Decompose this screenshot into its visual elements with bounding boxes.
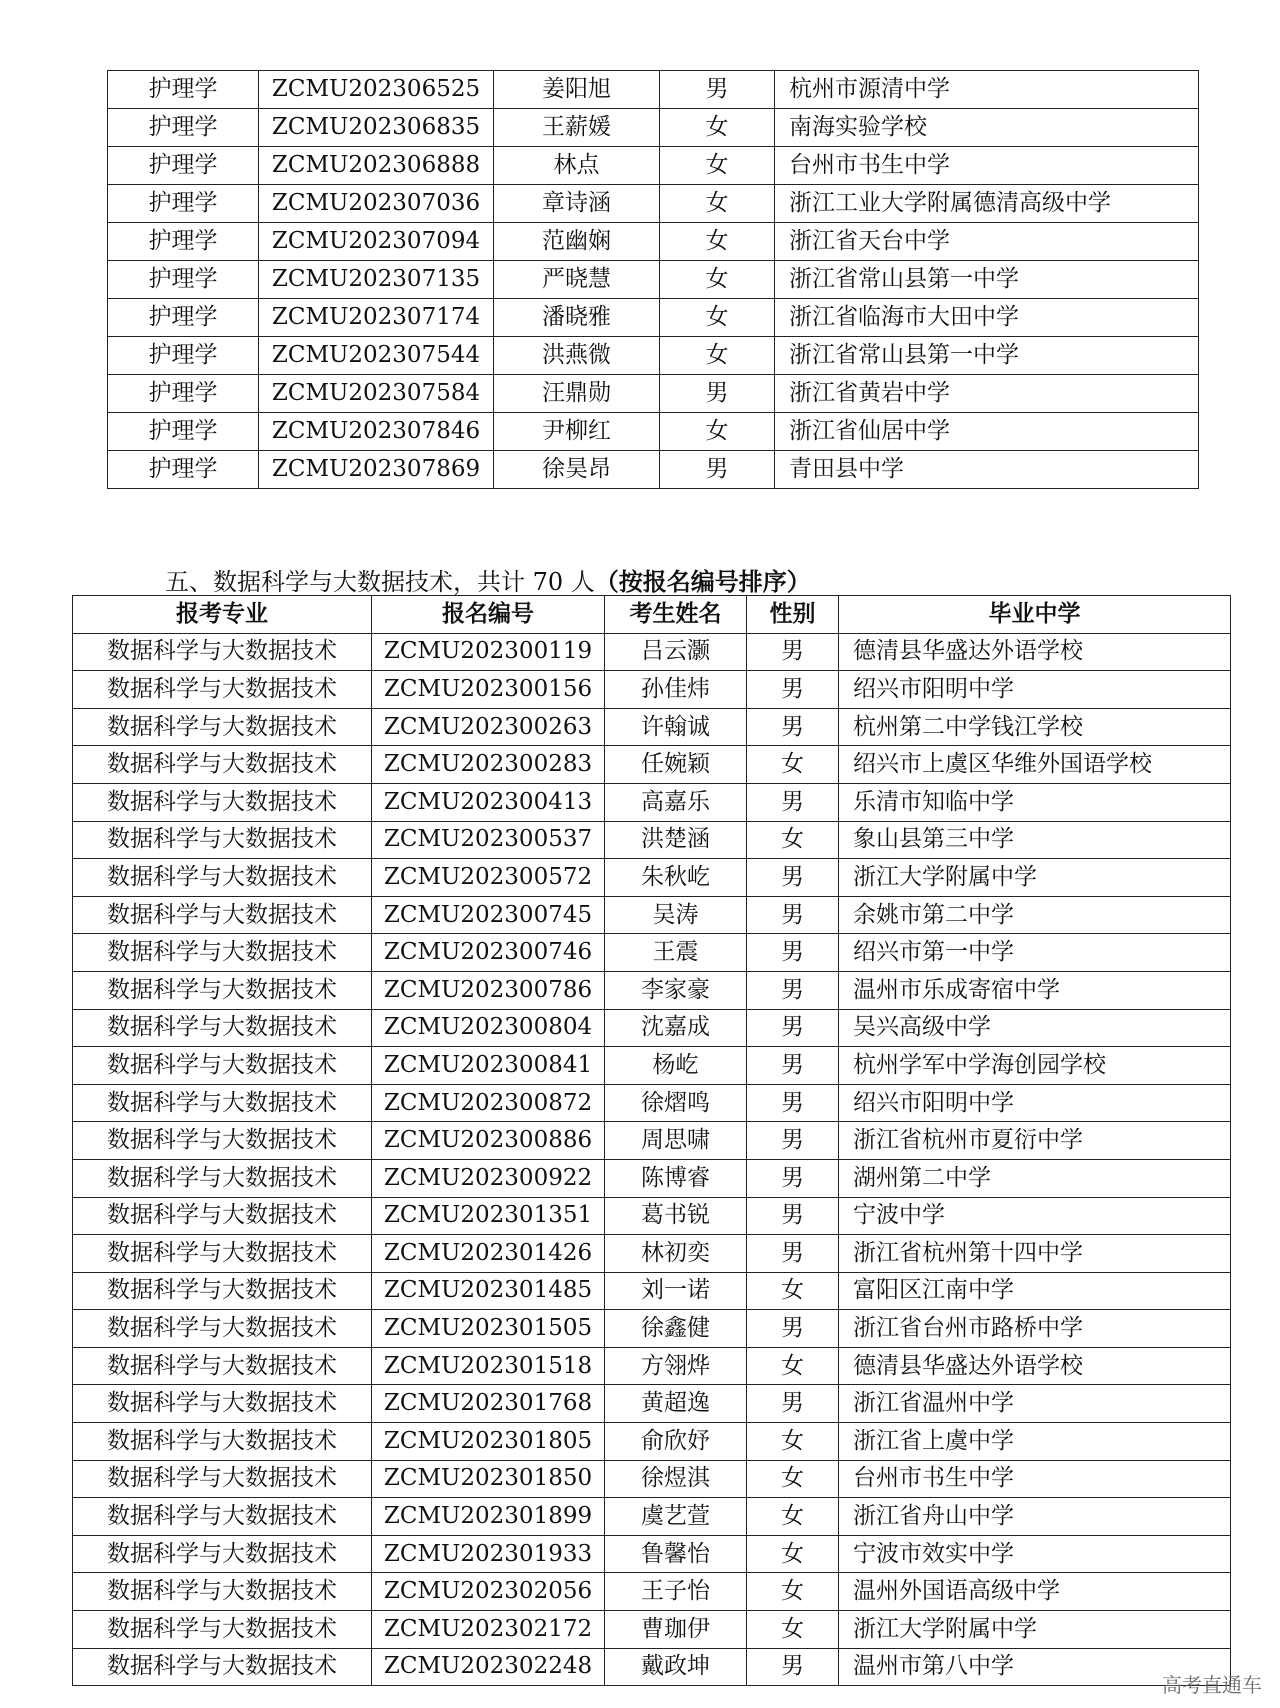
gender-cell: 女 — [660, 185, 775, 223]
name-cell: 李家豪 — [605, 971, 747, 1009]
major-cell: 数据科学与大数据技术 — [73, 1385, 372, 1423]
table-row — [73, 708, 1231, 746]
school-cell: 杭州市源清中学 — [775, 71, 1199, 109]
school-cell: 浙江工业大学附属德清高级中学 — [775, 185, 1199, 223]
table-row — [73, 934, 1231, 972]
school-cell: 富阳区江南中学 — [839, 1272, 1231, 1310]
table-row — [73, 1009, 1231, 1047]
name-cell: 陈博睿 — [605, 1159, 747, 1197]
table-row — [73, 1498, 1231, 1536]
name-cell: 黄超逸 — [605, 1385, 747, 1423]
table-row — [73, 783, 1231, 821]
name-cell: 刘一诺 — [605, 1272, 747, 1310]
reg-number-cell: ZCMU202307094 — [259, 223, 494, 261]
name-cell: 林点 — [494, 147, 660, 185]
section-heading-text: 五、数据科学与大数据技术，共计 70 人 — [165, 568, 595, 596]
gender-cell: 女 — [660, 299, 775, 337]
school-cell: 浙江省台州市路桥中学 — [839, 1310, 1231, 1348]
name-cell: 吴涛 — [605, 896, 747, 934]
school-cell: 浙江大学附属中学 — [839, 859, 1231, 897]
major-cell: 护理学 — [108, 299, 259, 337]
table-row — [73, 1310, 1231, 1348]
reg-number-cell: ZCMU202301351 — [372, 1197, 605, 1235]
gender-cell: 女 — [747, 1272, 839, 1310]
major-cell: 护理学 — [108, 109, 259, 147]
table-row — [108, 185, 1199, 223]
table-row — [73, 1385, 1231, 1423]
data-science-table-body — [73, 633, 1231, 1686]
gender-cell: 男 — [747, 671, 839, 709]
gender-cell: 男 — [747, 1047, 839, 1085]
major-cell: 数据科学与大数据技术 — [73, 1611, 372, 1649]
school-cell: 绍兴市第一中学 — [839, 934, 1231, 972]
table-row — [73, 1460, 1231, 1498]
name-cell: 潘晓雅 — [494, 299, 660, 337]
reg-number-cell: ZCMU202307036 — [259, 185, 494, 223]
school-cell: 浙江省黄岩中学 — [775, 375, 1199, 413]
nursing-table-body — [108, 71, 1199, 489]
major-cell: 数据科学与大数据技术 — [73, 746, 372, 784]
gender-cell: 女 — [747, 1423, 839, 1461]
school-cell: 浙江省天台中学 — [775, 223, 1199, 261]
reg-number-cell: ZCMU202301850 — [372, 1460, 605, 1498]
major-cell: 数据科学与大数据技术 — [73, 896, 372, 934]
header-reg-number: 报名编号 — [372, 596, 605, 634]
header-gender: 性别 — [747, 596, 839, 634]
reg-number-cell: ZCMU202300119 — [372, 633, 605, 671]
reg-number-cell: ZCMU202300283 — [372, 746, 605, 784]
reg-number-cell: ZCMU202307174 — [259, 299, 494, 337]
school-cell: 象山县第三中学 — [839, 821, 1231, 859]
name-cell: 尹柳红 — [494, 413, 660, 451]
reg-number-cell: ZCMU202300922 — [372, 1159, 605, 1197]
table-row — [73, 896, 1231, 934]
reg-number-cell: ZCMU202300413 — [372, 783, 605, 821]
gender-cell: 女 — [747, 821, 839, 859]
reg-number-cell: ZCMU202306835 — [259, 109, 494, 147]
nursing-table — [107, 70, 1199, 489]
table-row — [73, 971, 1231, 1009]
table-row — [108, 71, 1199, 109]
table-row — [73, 1197, 1231, 1235]
school-cell: 浙江省常山县第一中学 — [775, 337, 1199, 375]
table-row — [73, 1423, 1231, 1461]
major-cell: 护理学 — [108, 337, 259, 375]
reg-number-cell: ZCMU202307869 — [259, 451, 494, 489]
gender-cell: 男 — [747, 859, 839, 897]
gender-cell: 女 — [747, 1535, 839, 1573]
reg-number-cell: ZCMU202301426 — [372, 1235, 605, 1273]
school-cell: 温州市第八中学 — [839, 1648, 1231, 1686]
school-cell: 余姚市第二中学 — [839, 896, 1231, 934]
name-cell: 徐煜淇 — [605, 1460, 747, 1498]
school-cell: 浙江省杭州市夏衍中学 — [839, 1122, 1231, 1160]
reg-number-cell: ZCMU202301485 — [372, 1272, 605, 1310]
major-cell: 数据科学与大数据技术 — [73, 783, 372, 821]
name-cell: 周思啸 — [605, 1122, 747, 1160]
gender-cell: 女 — [747, 1573, 839, 1611]
gender-cell: 女 — [660, 109, 775, 147]
gender-cell: 女 — [660, 147, 775, 185]
gender-cell: 男 — [747, 783, 839, 821]
reg-number-cell: ZCMU202302248 — [372, 1648, 605, 1686]
reg-number-cell: ZCMU202300841 — [372, 1047, 605, 1085]
gender-cell: 男 — [660, 451, 775, 489]
major-cell: 数据科学与大数据技术 — [73, 671, 372, 709]
table-row — [73, 1084, 1231, 1122]
name-cell: 任婉颖 — [605, 746, 747, 784]
major-cell: 数据科学与大数据技术 — [73, 1272, 372, 1310]
reg-number-cell: ZCMU202301805 — [372, 1423, 605, 1461]
major-cell: 数据科学与大数据技术 — [73, 1084, 372, 1122]
section-heading-note: （按报名编号排序） — [594, 568, 811, 596]
table-row — [73, 1535, 1231, 1573]
name-cell: 方翎烨 — [605, 1347, 747, 1385]
gender-cell: 女 — [747, 1460, 839, 1498]
school-cell: 绍兴市阳明中学 — [839, 671, 1231, 709]
reg-number-cell: ZCMU202300886 — [372, 1122, 605, 1160]
school-cell: 浙江省临海市大田中学 — [775, 299, 1199, 337]
table-row — [73, 1347, 1231, 1385]
major-cell: 护理学 — [108, 71, 259, 109]
school-cell: 浙江省温州中学 — [839, 1385, 1231, 1423]
major-cell: 护理学 — [108, 223, 259, 261]
major-cell: 数据科学与大数据技术 — [73, 1347, 372, 1385]
reg-number-cell: ZCMU202300872 — [372, 1084, 605, 1122]
table-row — [108, 413, 1199, 451]
gender-cell: 女 — [747, 1347, 839, 1385]
reg-number-cell: ZCMU202300804 — [372, 1009, 605, 1047]
header-row — [73, 596, 1231, 634]
school-cell: 杭州第二中学钱江学校 — [839, 708, 1231, 746]
school-cell: 台州市书生中学 — [775, 147, 1199, 185]
reg-number-cell: ZCMU202307846 — [259, 413, 494, 451]
gender-cell: 男 — [747, 1122, 839, 1160]
table-row — [73, 1611, 1231, 1649]
table-row — [73, 746, 1231, 784]
gender-cell: 男 — [747, 1084, 839, 1122]
reg-number-cell: ZCMU202300746 — [372, 934, 605, 972]
name-cell: 孙佳炜 — [605, 671, 747, 709]
major-cell: 数据科学与大数据技术 — [73, 1648, 372, 1686]
gender-cell: 男 — [747, 1197, 839, 1235]
gender-cell: 女 — [747, 1498, 839, 1536]
major-cell: 数据科学与大数据技术 — [73, 1235, 372, 1273]
major-cell: 数据科学与大数据技术 — [73, 1573, 372, 1611]
school-cell: 德清县华盛达外语学校 — [839, 633, 1231, 671]
gender-cell: 男 — [747, 1235, 839, 1273]
table-row — [73, 859, 1231, 897]
reg-number-cell: ZCMU202306888 — [259, 147, 494, 185]
name-cell: 许翰诚 — [605, 708, 747, 746]
data-science-table — [72, 595, 1231, 1686]
name-cell: 虞艺萱 — [605, 1498, 747, 1536]
reg-number-cell: ZCMU202300263 — [372, 708, 605, 746]
header-school: 毕业中学 — [839, 596, 1231, 634]
reg-number-cell: ZCMU202301899 — [372, 1498, 605, 1536]
gender-cell: 女 — [660, 261, 775, 299]
major-cell: 数据科学与大数据技术 — [73, 971, 372, 1009]
name-cell: 沈嘉成 — [605, 1009, 747, 1047]
reg-number-cell: ZCMU202301768 — [372, 1385, 605, 1423]
header-major: 报考专业 — [73, 596, 372, 634]
school-cell: 乐清市知临中学 — [839, 783, 1231, 821]
table-row — [73, 1272, 1231, 1310]
table-row — [73, 1159, 1231, 1197]
school-cell: 南海实验学校 — [775, 109, 1199, 147]
name-cell: 徐鑫健 — [605, 1310, 747, 1348]
school-cell: 宁波中学 — [839, 1197, 1231, 1235]
gender-cell: 男 — [660, 375, 775, 413]
gender-cell: 男 — [660, 71, 775, 109]
table-row — [108, 299, 1199, 337]
table-row — [108, 147, 1199, 185]
name-cell: 曹珈伊 — [605, 1611, 747, 1649]
school-cell: 浙江省常山县第一中学 — [775, 261, 1199, 299]
school-cell: 绍兴市阳明中学 — [839, 1084, 1231, 1122]
table-row — [73, 633, 1231, 671]
major-cell: 数据科学与大数据技术 — [73, 1535, 372, 1573]
school-cell: 浙江省仙居中学 — [775, 413, 1199, 451]
gender-cell: 女 — [660, 337, 775, 375]
gender-cell: 男 — [747, 1648, 839, 1686]
major-cell: 数据科学与大数据技术 — [73, 821, 372, 859]
name-cell: 洪楚涵 — [605, 821, 747, 859]
gender-cell: 男 — [747, 1159, 839, 1197]
reg-number-cell: ZCMU202302172 — [372, 1611, 605, 1649]
major-cell: 数据科学与大数据技术 — [73, 1009, 372, 1047]
school-cell: 杭州学军中学海创园学校 — [839, 1047, 1231, 1085]
reg-number-cell: ZCMU202307584 — [259, 375, 494, 413]
school-cell: 德清县华盛达外语学校 — [839, 1347, 1231, 1385]
major-cell: 数据科学与大数据技术 — [73, 633, 372, 671]
school-cell: 宁波市效实中学 — [839, 1535, 1231, 1573]
table-row — [73, 1122, 1231, 1160]
school-cell: 青田县中学 — [775, 451, 1199, 489]
reg-number-cell: ZCMU202300572 — [372, 859, 605, 897]
name-cell: 章诗涵 — [494, 185, 660, 223]
major-cell: 数据科学与大数据技术 — [73, 1159, 372, 1197]
reg-number-cell: ZCMU202301933 — [372, 1535, 605, 1573]
name-cell: 俞欣妤 — [605, 1423, 747, 1461]
reg-number-cell: ZCMU202301518 — [372, 1347, 605, 1385]
gender-cell: 男 — [747, 1310, 839, 1348]
name-cell: 吕云灏 — [605, 633, 747, 671]
table-row — [73, 671, 1231, 709]
name-cell: 姜阳旭 — [494, 71, 660, 109]
table-row — [73, 1235, 1231, 1273]
major-cell: 数据科学与大数据技术 — [73, 1498, 372, 1536]
reg-number-cell: ZCMU202300786 — [372, 971, 605, 1009]
name-cell: 王震 — [605, 934, 747, 972]
gender-cell: 男 — [747, 1385, 839, 1423]
gender-cell: 男 — [747, 934, 839, 972]
reg-number-cell: ZCMU202300537 — [372, 821, 605, 859]
gender-cell: 女 — [747, 746, 839, 784]
table-row — [108, 261, 1199, 299]
table-row — [73, 821, 1231, 859]
reg-number-cell: ZCMU202302056 — [372, 1573, 605, 1611]
reg-number-cell: ZCMU202301505 — [372, 1310, 605, 1348]
name-cell: 徐昊昂 — [494, 451, 660, 489]
section-heading — [165, 562, 811, 597]
name-cell: 徐熠鸣 — [605, 1084, 747, 1122]
name-cell: 范幽娴 — [494, 223, 660, 261]
table-row — [108, 375, 1199, 413]
gender-cell: 男 — [747, 708, 839, 746]
gender-cell: 女 — [747, 1611, 839, 1649]
name-cell: 严晓慧 — [494, 261, 660, 299]
gender-cell: 女 — [660, 223, 775, 261]
name-cell: 杨屹 — [605, 1047, 747, 1085]
school-cell: 湖州第二中学 — [839, 1159, 1231, 1197]
gender-cell: 男 — [747, 1009, 839, 1047]
major-cell: 数据科学与大数据技术 — [73, 1310, 372, 1348]
name-cell: 朱秋屹 — [605, 859, 747, 897]
gender-cell: 男 — [747, 633, 839, 671]
reg-number-cell: ZCMU202300745 — [372, 896, 605, 934]
table-row — [108, 109, 1199, 147]
major-cell: 数据科学与大数据技术 — [73, 1423, 372, 1461]
school-cell: 温州市乐成寄宿中学 — [839, 971, 1231, 1009]
major-cell: 数据科学与大数据技术 — [73, 708, 372, 746]
name-cell: 王薪媛 — [494, 109, 660, 147]
table-row — [73, 1573, 1231, 1611]
table-row — [73, 1648, 1231, 1686]
school-cell: 吴兴高级中学 — [839, 1009, 1231, 1047]
name-cell: 戴政坤 — [605, 1648, 747, 1686]
school-cell: 温州外国语高级中学 — [839, 1573, 1231, 1611]
school-cell: 浙江省上虞中学 — [839, 1423, 1231, 1461]
table-row — [108, 451, 1199, 489]
name-cell: 葛书锐 — [605, 1197, 747, 1235]
gender-cell: 男 — [747, 971, 839, 1009]
name-cell: 王子怡 — [605, 1573, 747, 1611]
major-cell: 护理学 — [108, 451, 259, 489]
table-row — [108, 337, 1199, 375]
watermark: 高考直通车 — [1162, 1673, 1262, 1697]
school-cell: 浙江省杭州第十四中学 — [839, 1235, 1231, 1273]
reg-number-cell: ZCMU202307135 — [259, 261, 494, 299]
reg-number-cell: ZCMU202300156 — [372, 671, 605, 709]
name-cell: 高嘉乐 — [605, 783, 747, 821]
major-cell: 数据科学与大数据技术 — [73, 934, 372, 972]
major-cell: 数据科学与大数据技术 — [73, 1197, 372, 1235]
school-cell: 台州市书生中学 — [839, 1460, 1231, 1498]
name-cell: 洪燕微 — [494, 337, 660, 375]
major-cell: 护理学 — [108, 413, 259, 451]
school-cell: 绍兴市上虞区华维外国语学校 — [839, 746, 1231, 784]
name-cell: 汪鼎勋 — [494, 375, 660, 413]
major-cell: 数据科学与大数据技术 — [73, 1047, 372, 1085]
major-cell: 护理学 — [108, 185, 259, 223]
gender-cell: 女 — [660, 413, 775, 451]
school-cell: 浙江省舟山中学 — [839, 1498, 1231, 1536]
gender-cell: 男 — [747, 896, 839, 934]
table-row — [73, 1047, 1231, 1085]
school-cell: 浙江大学附属中学 — [839, 1611, 1231, 1649]
major-cell: 护理学 — [108, 261, 259, 299]
major-cell: 数据科学与大数据技术 — [73, 1460, 372, 1498]
major-cell: 护理学 — [108, 147, 259, 185]
header-name: 考生姓名 — [605, 596, 747, 634]
major-cell: 护理学 — [108, 375, 259, 413]
reg-number-cell: ZCMU202307544 — [259, 337, 494, 375]
name-cell: 林初奕 — [605, 1235, 747, 1273]
table-row — [108, 223, 1199, 261]
reg-number-cell: ZCMU202306525 — [259, 71, 494, 109]
name-cell: 鲁馨怡 — [605, 1535, 747, 1573]
major-cell: 数据科学与大数据技术 — [73, 859, 372, 897]
major-cell: 数据科学与大数据技术 — [73, 1122, 372, 1160]
